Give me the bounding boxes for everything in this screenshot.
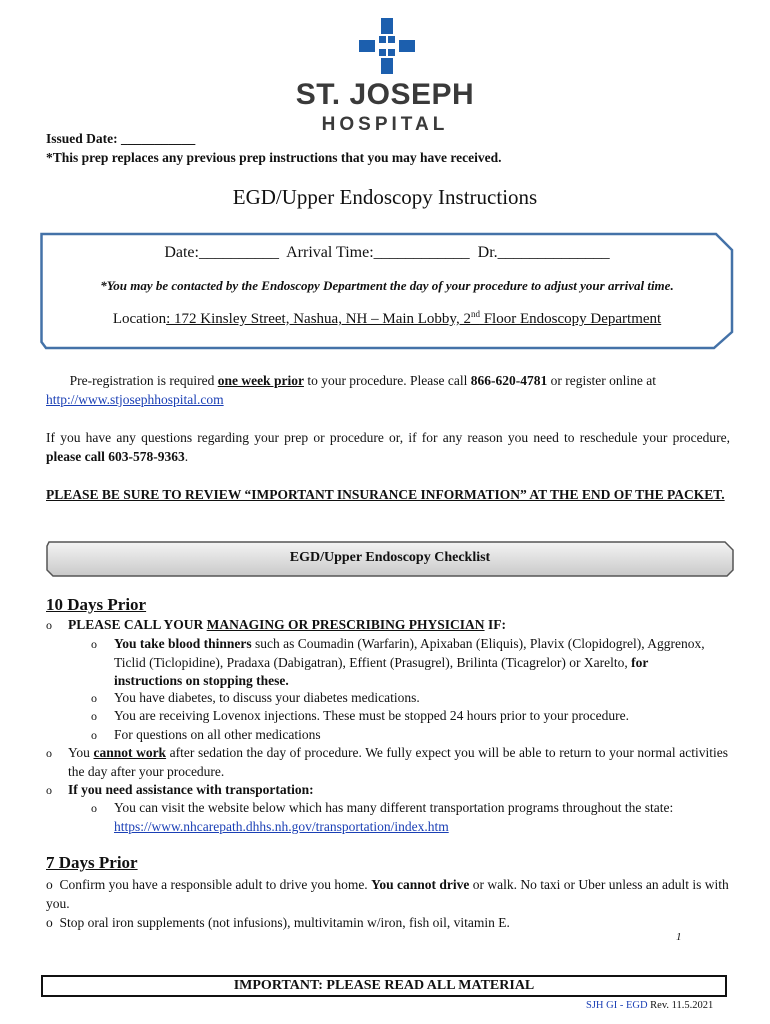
bullet-marker: o (46, 783, 52, 797)
ten-days-prior-heading: 10 Days Prior (46, 595, 147, 614)
transportation-item: If you need assistance with transportation: (68, 782, 314, 797)
location-label: Location (112, 311, 167, 327)
location-address: : 172 Kinsley Street, Nashua, NH – Main Lobby, 2nd Floor Endoscopy Department (166, 309, 662, 327)
blood-thinners-item: You take blood thinners such as Coumadin (Warfarin), Apixaban (Eliquis), Plavix (Clopidogrel), Aggrenox, Ticlid (Ticlopidine), Pradaxa (Dabigatran), Effient (Prasugrel), Brilinta (Ticagrelor) or Xarelto, for instructions on stopping these. (114, 636, 705, 688)
hospital-cross-logo-icon (359, 18, 415, 74)
bullet-marker: o (91, 709, 97, 723)
preregistration-phone: 866-620-4781 (470, 373, 548, 388)
logo-hospital-name: ST. JOSEPH (295, 78, 475, 111)
prep-replaces-note: *This prep replaces any previous prep instructions that you may have received. (46, 150, 502, 165)
insurance-notice: PLEASE BE SURE TO REVIEW “IMPORTANT INSURANCE INFORMATION” AT THE END OF THE PACKET. (46, 487, 725, 502)
bullet-marker: o (46, 746, 52, 760)
doctor-field: Dr.______________ (477, 244, 610, 261)
document-code: SJH GI - EGD (586, 1000, 648, 1011)
date-field: Date:__________ (164, 244, 279, 261)
stop-iron-item: o Stop oral iron supplements (not infusions), multivitamin w/iron, fish oil, vitamin E. (46, 915, 510, 930)
bullet-marker: o (46, 618, 52, 632)
questions-paragraph: If you have any questions regarding your prep or procedure or, if for any reason you need to reschedule your procedure, please call 603-578-9363. (46, 430, 730, 464)
revision-footer (586, 1000, 713, 1011)
other-medications-item: For questions on all other medications (114, 727, 321, 742)
page-number: 1 (676, 931, 682, 943)
page-title: EGD/Upper Endoscopy Instructions (232, 185, 538, 209)
lovenox-item: You are receiving Lovenox injections. These must be stopped 24 hours prior to your procedure. (114, 708, 630, 723)
bullet-marker: o (91, 728, 97, 742)
bullet-marker: o (91, 637, 97, 651)
diabetes-item: You have diabetes, to discuss your diabetes medications. (114, 690, 420, 705)
appointment-fields-row (40, 244, 734, 262)
call-physician-item: PLEASE CALL YOUR MANAGING OR PRESCRIBING PHYSICIAN IF: (68, 617, 506, 632)
arrival-time-field: Arrival Time:____________ (286, 244, 470, 261)
seven-days-prior-heading: 7 Days Prior (46, 853, 138, 872)
location-line (40, 309, 734, 328)
revision-date: Rev. 11.5.2021 (647, 1000, 714, 1011)
preregistration-paragraph: Pre-registration is required one week prior to your procedure. Please call 866-620-4781 or register online at http://www.stjosephhospital.com (46, 373, 656, 407)
logo-hospital-word: HOSPITAL (321, 114, 449, 135)
checklist-title: EGD/Upper Endoscopy Checklist (289, 550, 491, 565)
hospital-website-link[interactable]: http://www.stjosephhospital.com (46, 392, 224, 407)
arrival-adjust-note: *You may be contacted by the Endoscopy Department the day of your procedure to adjust your arrival time. (100, 278, 674, 293)
bullet-marker: o (91, 691, 97, 705)
reschedule-phone: please call 603-578-9363 (46, 449, 185, 464)
one-week-prior-emphasis: one week prior (217, 373, 304, 388)
bullet-marker: o (91, 801, 97, 815)
important-notice-text: IMPORTANT: PLEASE READ ALL MATERIAL (233, 978, 535, 993)
responsible-adult-item: o Confirm you have a responsible adult to drive you home. You cannot drive or walk. No taxi or Uber unless an adult is with you. (46, 877, 729, 911)
issued-date-label: Issued Date: ___________ (46, 131, 196, 146)
transportation-link[interactable]: https://www.nhcarepath.dhhs.nh.gov/transportation/index.htm (114, 818, 449, 834)
cannot-work-item: You cannot work after sedation the day of procedure. We fully expect you will be able to return to your normal activities the day after your procedure. (68, 745, 728, 779)
transportation-website-item: You can visit the website below which has many different transportation programs throughout the state: https://www.nhcarepath.dhhs.nh.gov/transportation/index.htm (114, 800, 674, 834)
